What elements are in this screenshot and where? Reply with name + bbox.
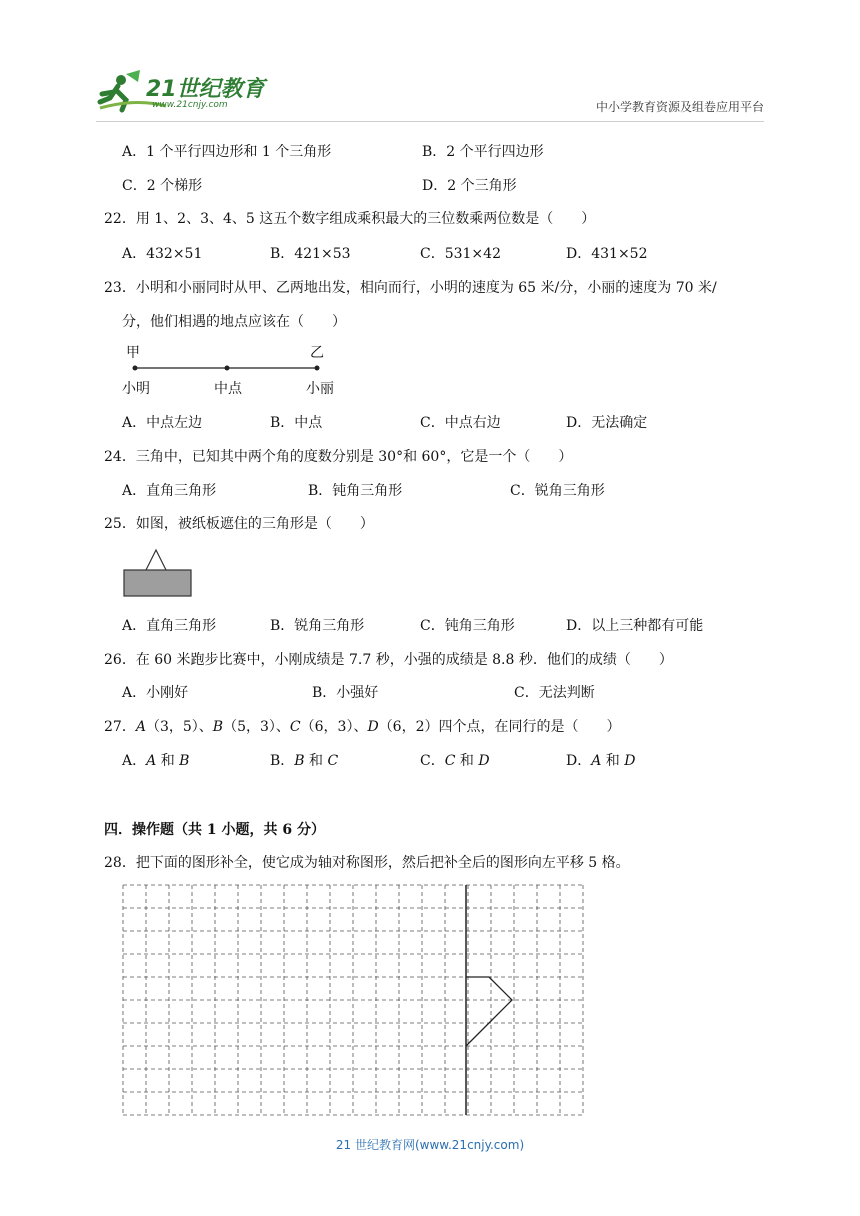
point-d-coord: （6，2）四个点，在同行的是（ ）: [378, 719, 621, 735]
option-label: D．: [566, 753, 592, 769]
point-a: A: [135, 719, 146, 735]
covered-triangle-figure: [120, 548, 196, 600]
point-c: C: [289, 719, 301, 735]
option-point: B: [294, 753, 305, 769]
logo-text: 21世纪教育: [146, 77, 265, 102]
q26-stem: 26．在 60 米跑步比赛中，小刚成绩是 7.7 秒，小强的成绩是 8.8 秒．他们的成绩（ ）: [104, 652, 673, 668]
q23-figure: [120, 340, 360, 400]
platform-name: 中小学教育资源及组卷应用平台: [595, 100, 764, 114]
point-b: B: [212, 719, 224, 735]
fig-label-xiaoming: 小明: [122, 381, 150, 397]
q27-option-d: [566, 750, 636, 770]
q23-option-c: C．中点右边: [420, 415, 501, 431]
q21-option-a: A．1 个平行四边形和 1 个三角形: [122, 144, 332, 160]
q21-option-b: B．2 个平行四边形: [422, 144, 544, 160]
segment-line: [120, 360, 360, 376]
q25-option-b: B．锐角三角形: [270, 618, 365, 634]
grid-lines: [123, 885, 583, 1115]
point-a-coord: （3，5）、: [145, 719, 213, 735]
q25-option-d: D．以上三种都有可能: [566, 618, 704, 634]
q27-number: 27．: [104, 719, 136, 735]
point-d: D: [367, 719, 379, 735]
option-and: 和: [156, 753, 180, 769]
q25-stem: 25．如图，被纸板遮住的三角形是（ ）: [104, 516, 374, 532]
fig-label-xiaoli: 小丽: [306, 381, 334, 397]
fig-label-midpoint: 中点: [214, 381, 242, 397]
option-point: A: [591, 753, 602, 769]
q28-stem: 28．把下面的图形补全，使它成为轴对称图形，然后把补全后的图形向左平移 5 格。: [104, 855, 630, 871]
q27-option-c: [420, 750, 490, 770]
q24-option-c: C．锐角三角形: [510, 483, 605, 499]
grid-figure: [122, 884, 584, 1118]
q24-option-a: A．直角三角形: [122, 483, 217, 499]
q24-option-b: B．钝角三角形: [308, 483, 403, 499]
q23-option-d: D．无法确定: [566, 415, 648, 431]
q23-stem-line1: 23．小明和小丽同时从甲、乙两地出发，相向而行，小明的速度为 65 米/分，小丽的速度为 70 米/: [104, 280, 717, 296]
q25-option-a: A．直角三角形: [122, 618, 217, 634]
point-c-coord: （6，3）、: [300, 719, 368, 735]
q23-option-a: A．中点左边: [122, 415, 203, 431]
option-and: 和: [455, 753, 479, 769]
logo: [96, 68, 266, 114]
header-divider: [96, 121, 764, 122]
q27-option-b: [270, 750, 338, 770]
q22-option-d: D．431×52: [566, 246, 648, 262]
option-and: 和: [601, 753, 625, 769]
q26-option-b: B．小强好: [312, 685, 379, 701]
q21-option-c: C．2 个梯形: [122, 178, 203, 194]
option-point: D: [624, 753, 636, 769]
footer-text: 21 世纪教育网(www.21cnjy.com): [335, 1138, 525, 1152]
q23-option-b: B．中点: [270, 415, 323, 431]
fig-label-yi: 乙: [310, 345, 324, 361]
q22-stem: 22．用 1、2、3、4、5 这五个数字组成乘积最大的三位数乘两位数是（ ）: [104, 211, 596, 227]
section-4-title: 四．操作题（共 1 小题，共 6 分）: [104, 822, 325, 838]
q26-option-a: A．小刚好: [122, 685, 189, 701]
q22-option-b: B．421×53: [270, 246, 351, 262]
option-label: A．: [122, 753, 147, 769]
q24-stem: 24．三角中，已知其中两个角的度数分别是 30°和 60°，它是一个（ ）: [104, 449, 573, 465]
q27-option-a: [122, 750, 189, 770]
q27-stem: [104, 716, 621, 736]
q26-option-c: C．无法判断: [514, 685, 595, 701]
half-shape: [466, 977, 512, 1046]
q22-option-c: C．531×42: [420, 246, 501, 262]
option-point: B: [179, 753, 190, 769]
q22-option-a: A．432×51: [122, 246, 203, 262]
option-point: C: [444, 753, 456, 769]
option-point: D: [478, 753, 490, 769]
option-label: B．: [270, 753, 295, 769]
q25-option-c: C．钝角三角形: [420, 618, 515, 634]
option-point: A: [146, 753, 157, 769]
option-label: C．: [420, 753, 445, 769]
q23-stem-line2: 分，他们相遇的地点应该在（ ）: [122, 314, 346, 330]
point-b-coord: （5，3）、: [223, 719, 290, 735]
option-point: C: [327, 753, 339, 769]
q21-option-d: D．2 个三角形: [422, 178, 517, 194]
logo-url: www.21cnjy.com: [152, 100, 228, 110]
fig-label-jia: 甲: [126, 345, 140, 361]
option-and: 和: [304, 753, 328, 769]
